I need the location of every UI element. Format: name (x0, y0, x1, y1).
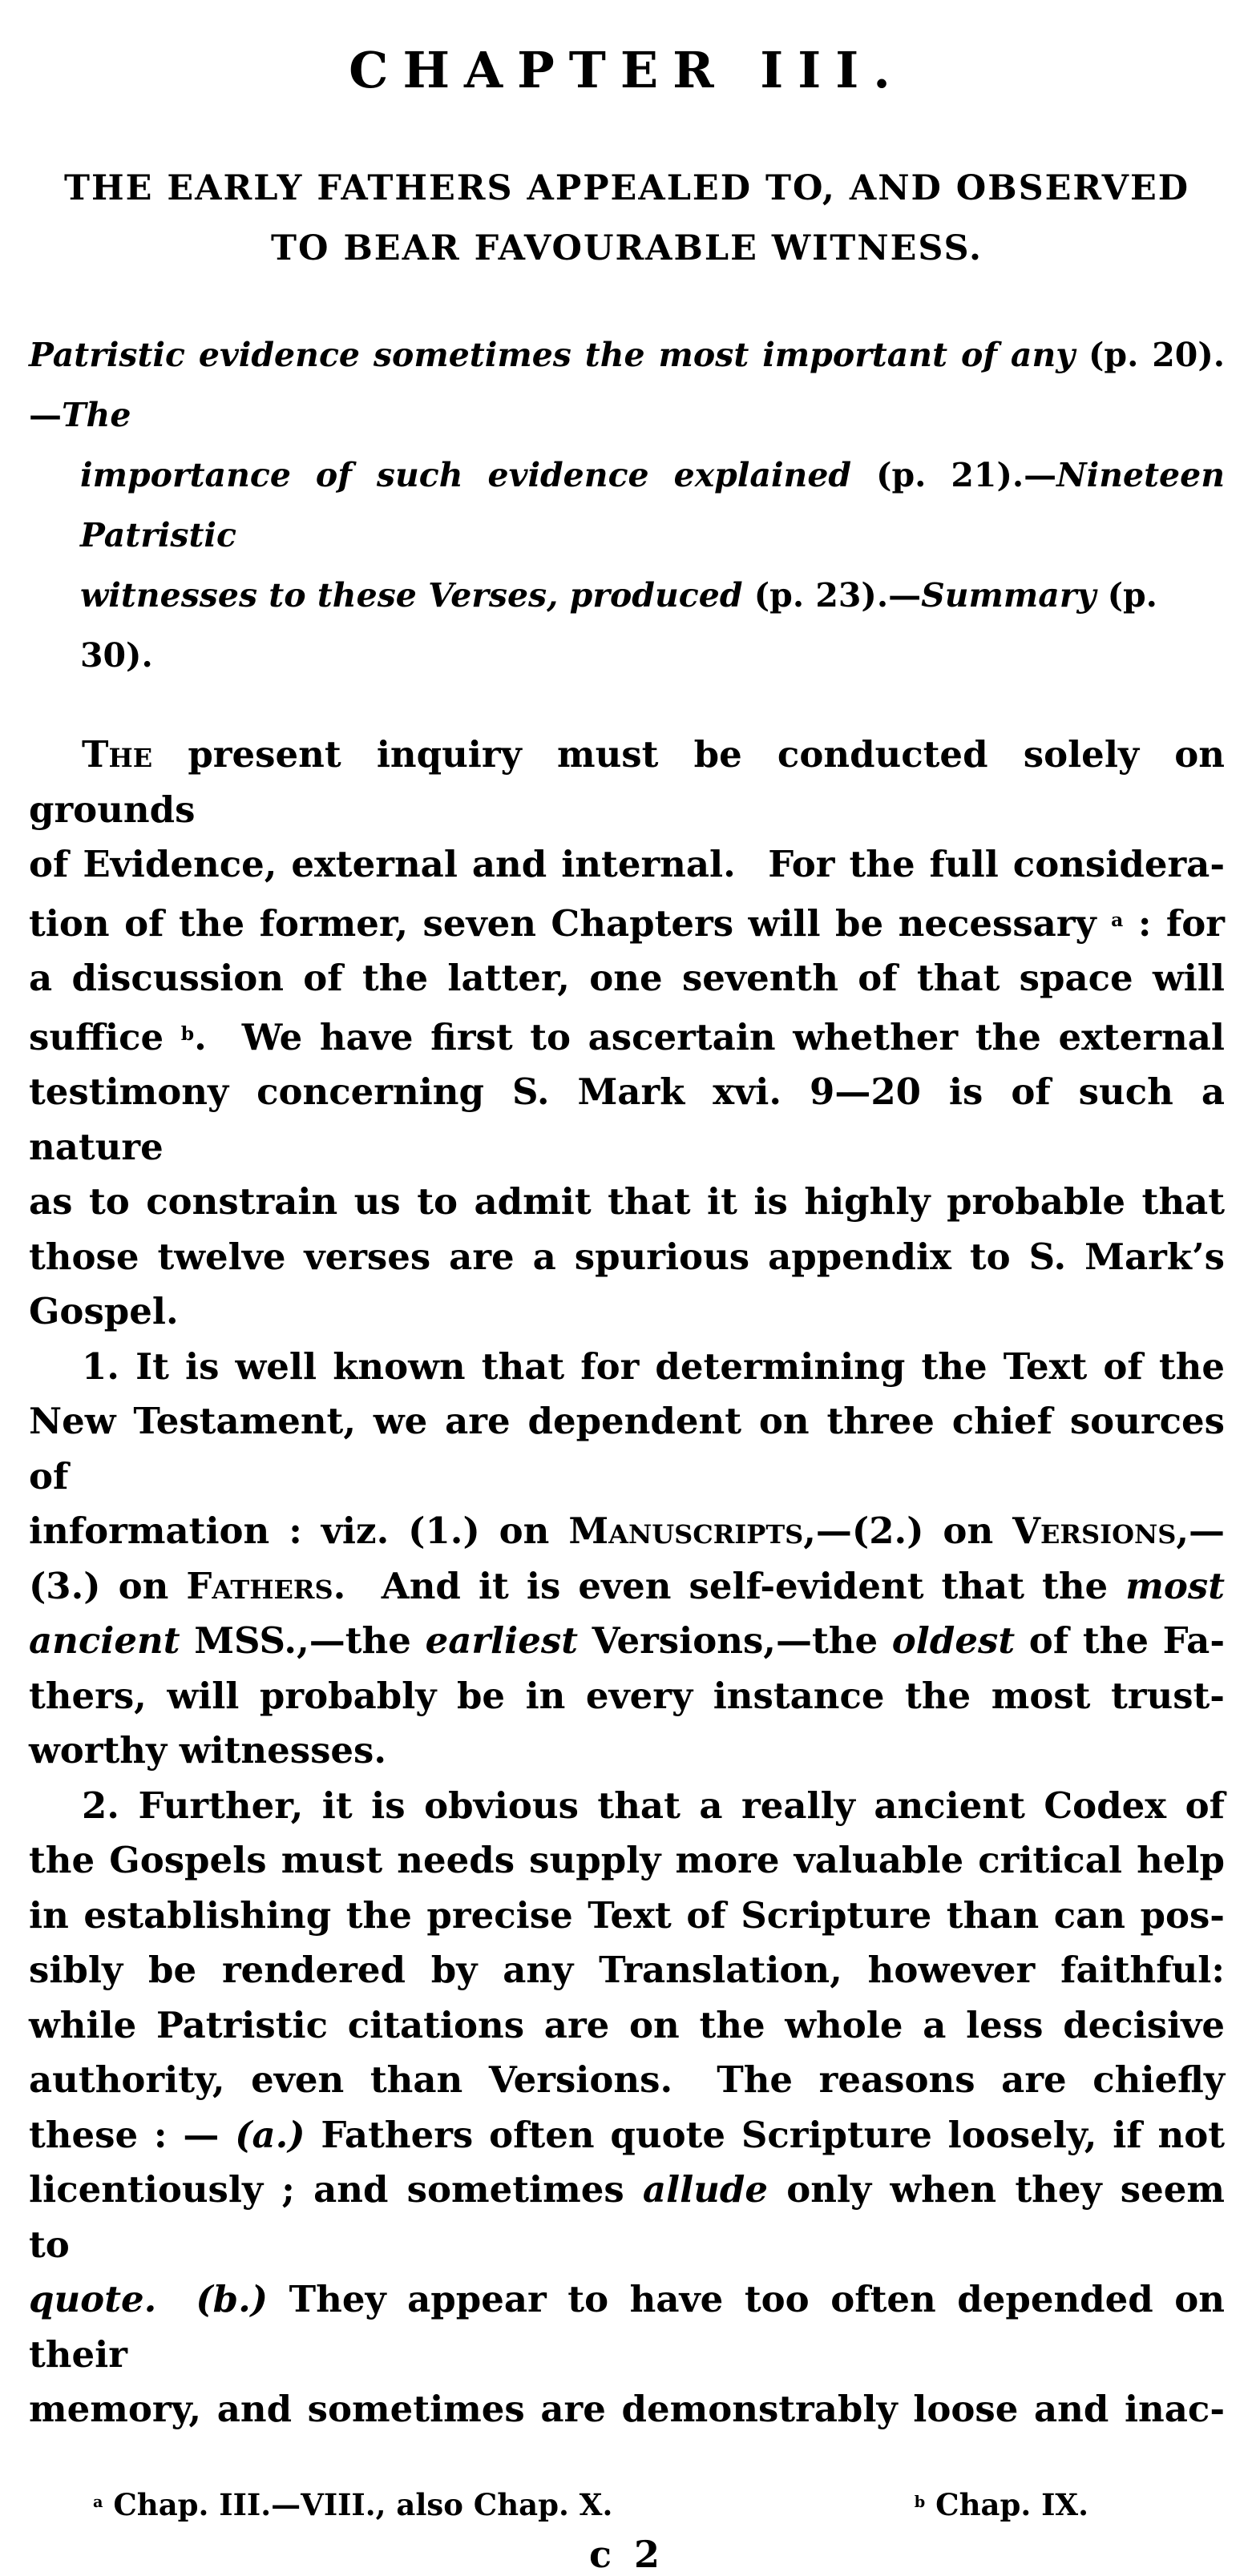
text-run: (3.) on (29, 1564, 187, 1607)
text-run: b (914, 2492, 926, 2511)
footnote-a (93, 2484, 612, 2523)
text-run: 2. Further, it is obvious that a really ancient Codex of (82, 1784, 1225, 1827)
text-run: (p. 30). (80, 576, 1157, 675)
footnote-b (915, 2484, 1088, 2523)
text-run: oldest (891, 1619, 1016, 1663)
text-run: information : viz. (1.) on (29, 1510, 569, 1553)
text-line (29, 1340, 1225, 1395)
text-line (29, 837, 1225, 893)
text-run: present inquiry must be conducted solely on grounds (29, 733, 1225, 831)
chapter-summary (29, 325, 1225, 686)
text-line (29, 1175, 1225, 1230)
footnotes (29, 2484, 1225, 2523)
text-run: (p. 21).— (876, 456, 1057, 494)
text-run: these : — (29, 2113, 236, 2156)
text-run: in establishing the precise Text of Scripture than can pos- (29, 1893, 1225, 1937)
text-run: Patristic evidence sometimes the most important of any (29, 336, 1089, 374)
text-line (29, 1779, 1225, 1834)
text-run: suffice (29, 1015, 181, 1058)
text-run: sibly be rendered by any Translation, however faithful: (29, 1949, 1225, 1992)
text-run: a (1111, 908, 1124, 931)
text-line (29, 1723, 1225, 1779)
text-run: licentiously ; and sometimes (29, 2168, 643, 2211)
text-run: . And it is even self-evident that the (333, 1564, 1126, 1607)
text-run: of Evidence, external and internal. For the full considera- (29, 843, 1225, 885)
signature-mark: c 2 (588, 2532, 665, 2576)
text-line (29, 1614, 1225, 1669)
text-run: while Patristic citations are on the whole a less decisive (29, 2003, 1225, 2046)
text-line (29, 1284, 1225, 1340)
text-run: as to constrain us to admit that it is highly probable that (29, 1180, 1225, 1223)
text-line (29, 728, 1225, 837)
text-line (29, 2382, 1225, 2437)
text-line (29, 1669, 1225, 1724)
text-run: only when they seem to (29, 2168, 1225, 2266)
text-run: (b.) (196, 2278, 269, 2321)
text-line (29, 445, 1225, 566)
text-run: the Gospels must needs supply more valuable critical help (29, 1839, 1225, 1882)
text-line (29, 951, 1225, 1006)
text-run: Fathers often quote Scripture loosely, if not (305, 2113, 1225, 2156)
text-run: allude (642, 2168, 769, 2211)
text-line (29, 325, 1225, 445)
text-line (29, 1998, 1225, 2054)
text-line (29, 1394, 1225, 1504)
text-run: MSS.,—the (180, 1619, 426, 1663)
text-line (29, 2163, 1225, 2272)
text-line (29, 1065, 1225, 1175)
text-run: Gospel. (29, 1290, 179, 1333)
text-run: importance of such evidence explained (80, 456, 877, 494)
body-text (29, 728, 1225, 2437)
text-run: a discussion of the latter, one seventh of that space will (29, 957, 1225, 1000)
text-run: most (1125, 1564, 1225, 1607)
text-run: Summary (921, 576, 1097, 615)
text-line (29, 1943, 1225, 1998)
text-run: b (180, 1022, 195, 1045)
text-run: (p. 23).— (753, 576, 922, 615)
text-run: Manuscripts (568, 1510, 804, 1553)
text-run: (p. 20).— (29, 336, 1226, 434)
text-line (29, 1006, 1225, 1066)
text-run: quote. (29, 2278, 157, 2321)
text-run: witnesses to these Verses, produced (80, 576, 754, 615)
text-line (29, 2108, 1225, 2163)
text-run: Fathers (186, 1564, 333, 1607)
text-line (29, 1889, 1225, 1944)
text-run: tion of the former, seven Chapters will be necessary (29, 901, 1112, 945)
text-run: . We have first to ascertain whether the external (194, 1015, 1225, 1058)
text-line (29, 1504, 1225, 1559)
text-run: worthy witnesses. (29, 1729, 387, 1772)
chapter-heading: CHAPTER III. (349, 41, 905, 99)
text-run: New Testament, we are dependent on three chief sources of (29, 1400, 1225, 1498)
text-run: The (82, 733, 153, 776)
text-run (156, 2278, 196, 2320)
text-run: Versions,—the (578, 1619, 892, 1663)
text-run: ,— (1176, 1510, 1225, 1553)
chapter-subtitle-line: TO BEAR FAVOURABLE WITNESS. (271, 228, 983, 268)
text-run: memory, and sometimes are demonstrably loose and inac- (29, 2388, 1225, 2431)
text-run: : for (1123, 901, 1225, 945)
text-run: Nineteen Patristic (80, 456, 1226, 554)
text-run: ,—(2.) on (803, 1510, 1013, 1553)
text-run: thers, will probably be in every instance the most trust- (29, 1674, 1225, 1717)
text-run: The (62, 396, 131, 434)
text-run: those twelve verses are a spurious appendix to S. Mark’s (29, 1235, 1225, 1278)
text-run: Chap. III.—VIII., also Chap. X. (103, 2486, 613, 2522)
text-run: Chap. IX. (925, 2486, 1088, 2522)
text-line (29, 1230, 1225, 1285)
chapter-subtitle (29, 159, 1225, 279)
text-run: a (93, 2492, 103, 2511)
text-line (29, 1559, 1225, 1615)
text-run: testimony concerning S. Mark xvi. 9—20 is of such a nature (29, 1070, 1225, 1168)
text-line (29, 2053, 1225, 2108)
text-run: ancient (29, 1619, 180, 1663)
text-line (29, 566, 1225, 686)
text-line (29, 893, 1225, 952)
text-line (29, 2272, 1225, 2382)
text-run: 1. It is well known that for determining the Text of the (82, 1344, 1225, 1388)
text-run: authority, even than Versions. The reasons are chiefly (29, 2058, 1225, 2102)
text-run: (a.) (235, 2113, 305, 2156)
text-run: of the Fa- (1015, 1619, 1225, 1663)
text-run: They appear to have too often depended on their (29, 2278, 1226, 2376)
text-line (29, 1833, 1225, 1889)
text-run: earliest (425, 1619, 578, 1663)
text-run: Versions (1012, 1510, 1177, 1553)
chapter-subtitle-line: THE EARLY FATHERS APPEALED TO, AND OBSERVED (63, 168, 1190, 208)
